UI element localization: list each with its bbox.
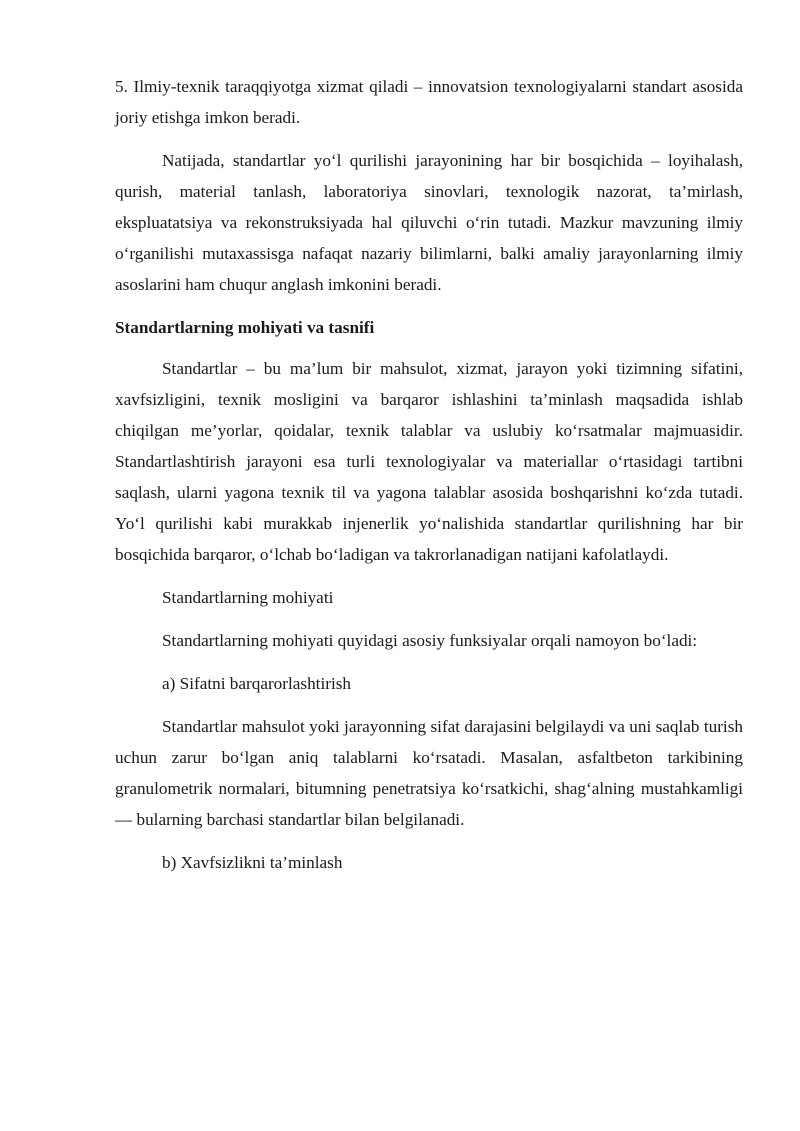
paragraph-item-5: 5. Ilmiy-texnik taraqqiyotga xizmat qiladi – innovatsion texnologiyalarni standart asosida joriy etishga imkon beradi.	[115, 77, 743, 127]
subheading-quality: a) Sifatni barqarorlashtirish	[162, 674, 352, 693]
subheading-safety: b) Xavfsizlikni ta’minlash	[162, 853, 343, 872]
paragraph-functions: Standartlarning mohiyati quyidagi asosiy funksiyalar orqali namoyon bo‘ladi:	[162, 631, 698, 650]
paragraph-conclusion: Natijada, standartlar yo‘l qurilishi jarayonining har bir bosqichida – loyihalash, qurish, material tanlash, laboratoriya sinovlari, texnologik nazorat, ta’mirlash, ekspluatatsiya va rekonstruksiyada hal qiluvchi o‘rin tutadi. Mazkur mavzuning ilmiy o‘rganilishi mutaxassisga nafaqat nazariy bilimlarni, balki amaliy jarayonlarning ilmiy asoslarini ham chuqur anglash imkonini beradi.	[115, 151, 743, 294]
section-heading: Standartlarning mohiyati va tasnifi	[115, 318, 375, 337]
paragraph-quality: Standartlar mahsulot yoki jarayonning sifat darajasini belgilaydi va uni saqlab turish uchun zarur bo‘lgan aniq talablarni ko‘rsatadi. Masalan, asfaltbeton tarkibining granulometrik normalari, bitumning penetratsiya ko‘rsatkichi, shag‘alning mustahkamligi — bularning barchasi standartlar bilan belgilanadi.	[115, 717, 743, 829]
subheading-essence: Standartlarning mohiyati	[162, 588, 334, 607]
paragraph-definition: Standartlar – bu ma’lum bir mahsulot, xizmat, jarayon yoki tizimning sifatini, xavfsizligini, texnik mosligini va barqaror ishlashini ta’minlash maqsadida ishlab chiqilgan me’yorlar, qoidalar, texnik talablar va uslubiy ko‘rsatmalar majmuasidir. Standartlashtirish jarayoni esa turli texnologiyalar va materiallar o‘rtasidagi tartibni saqlash, ularni yagona texnik til va yagona talablar asosida boshqarishni ko‘zda tutadi. Yo‘l qurilishi kabi murakkab injenerlik yo‘nalishida standartlar qurilishning har bir bosqichida barqaror, o‘lchab bo‘ladigan va takrorlanadigan natijani kafolatlaydi.	[115, 359, 743, 564]
document-page	[115, 71, 743, 890]
